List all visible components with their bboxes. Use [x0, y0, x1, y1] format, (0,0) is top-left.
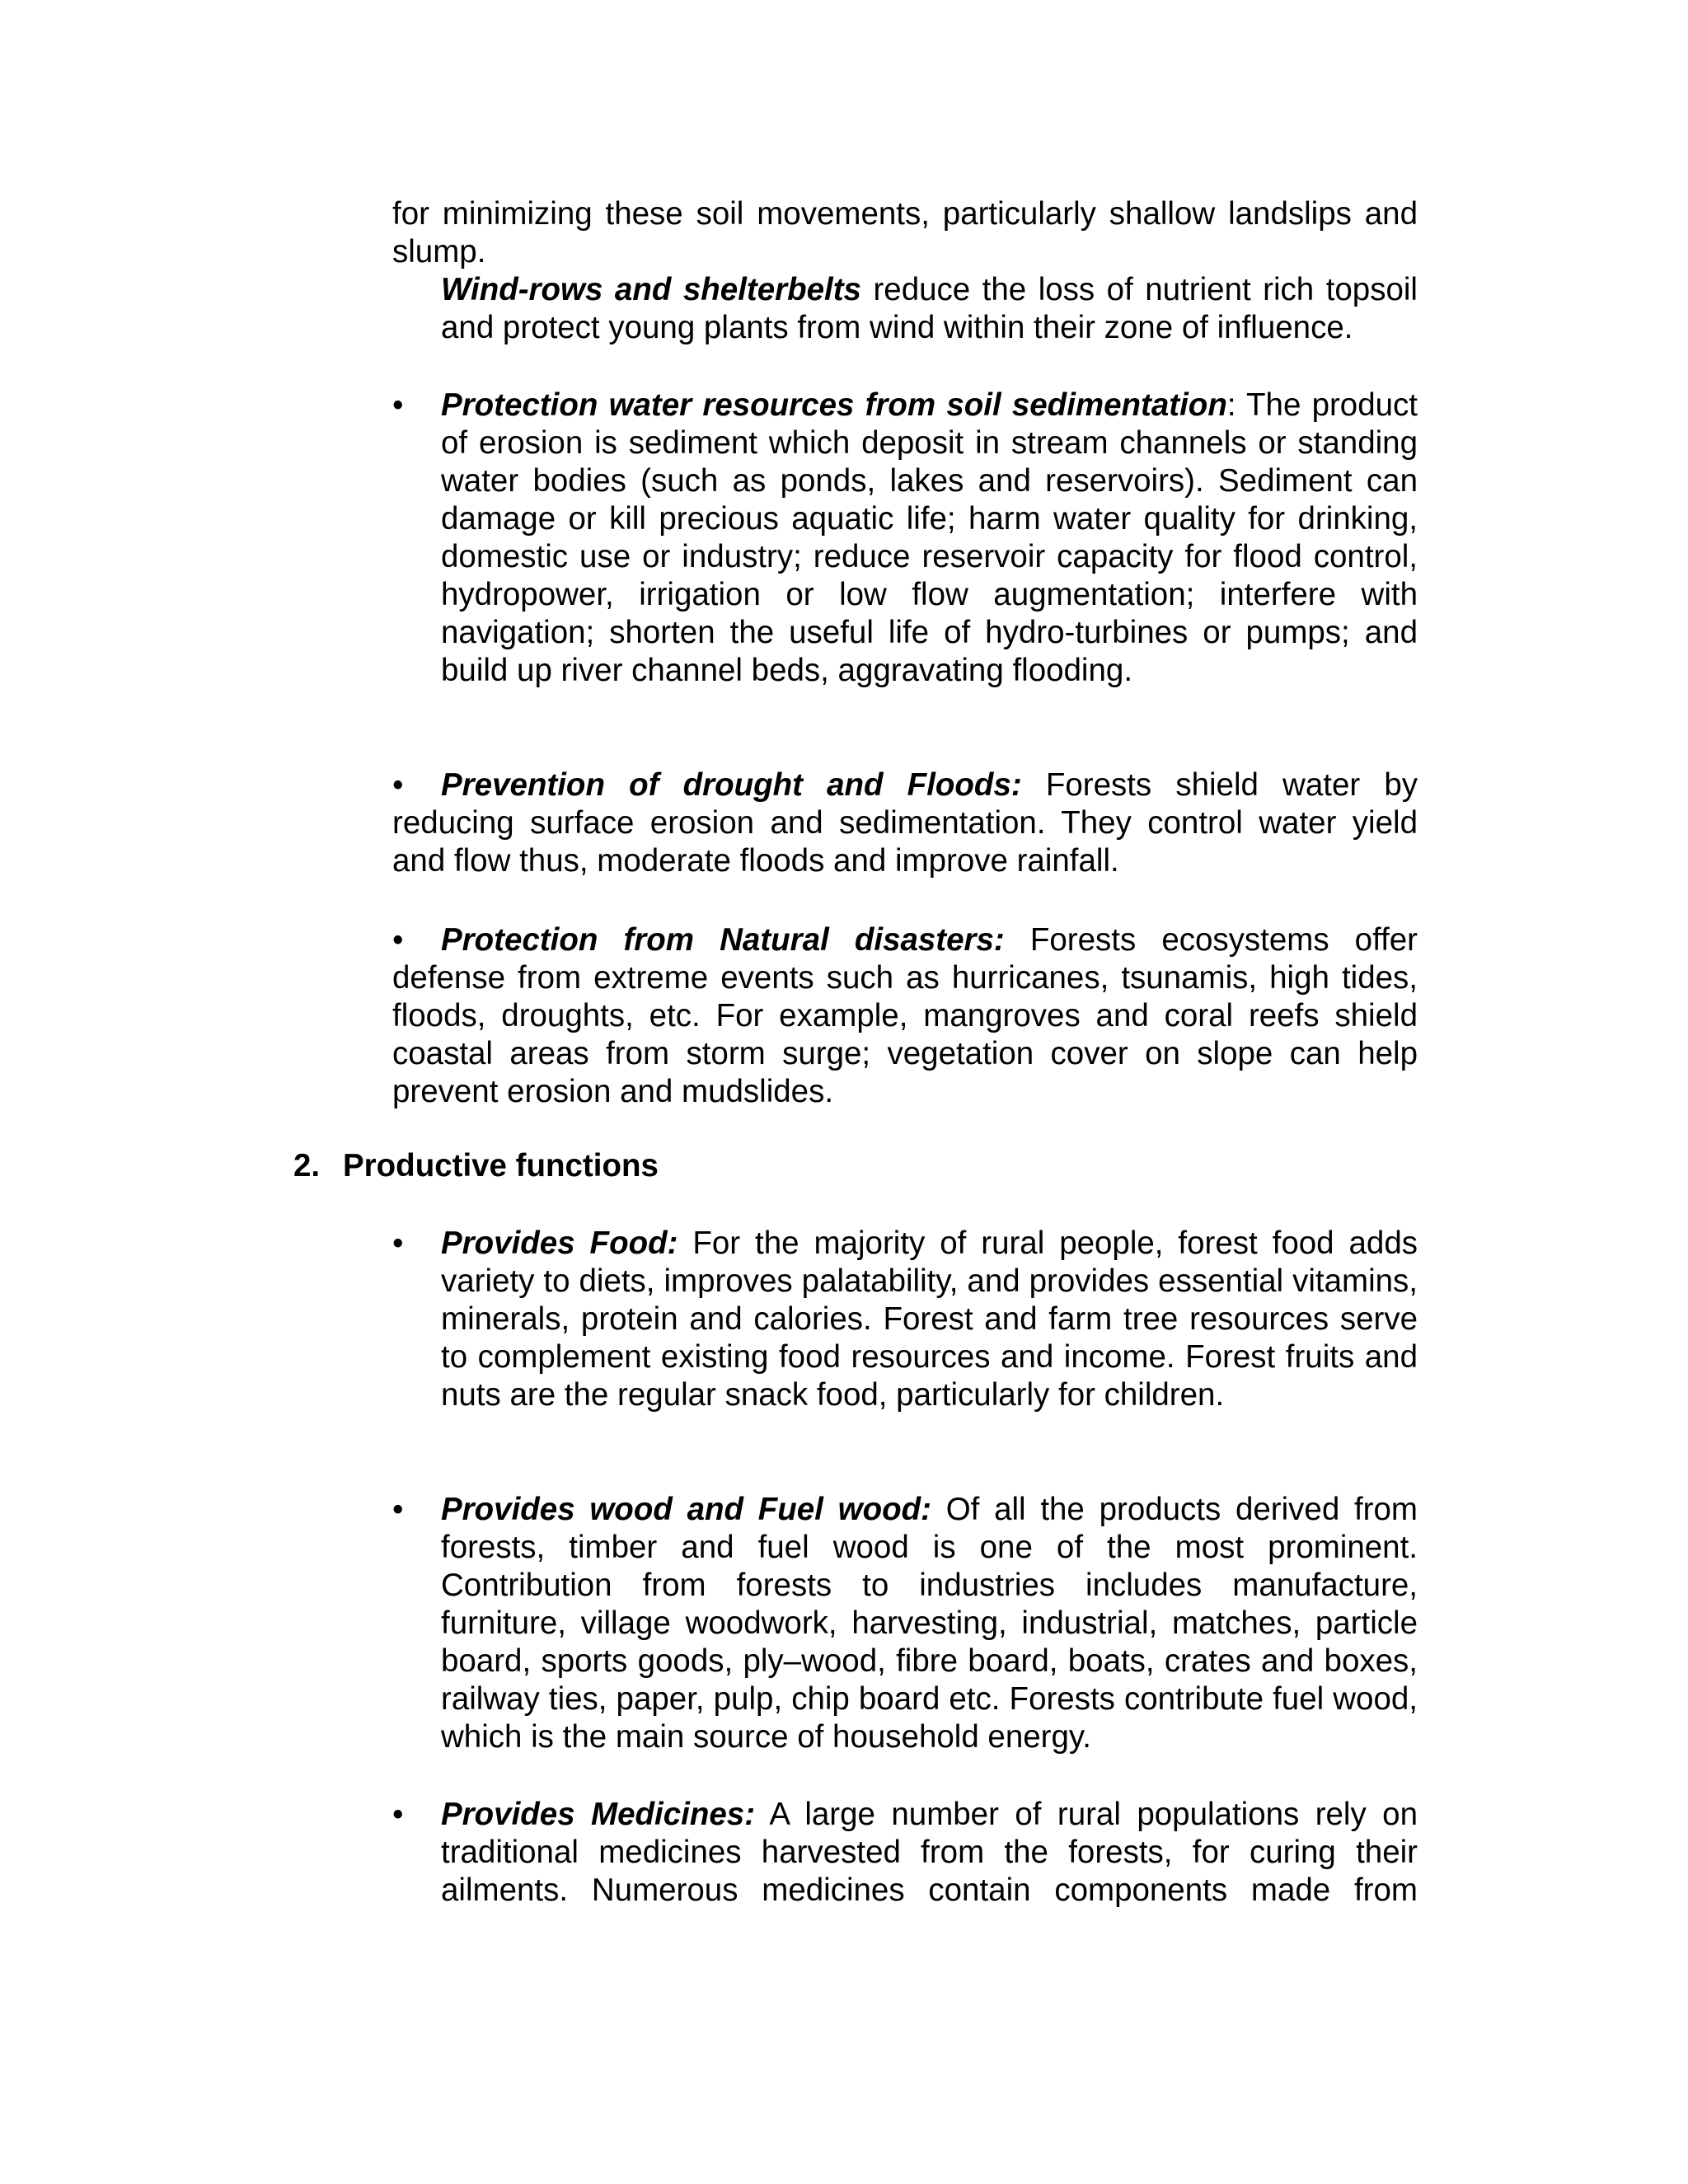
- bullet-icon: •: [392, 1226, 404, 1261]
- bullet-title: Provides Food:: [441, 1226, 678, 1261]
- bullet-title: Protection water resources from soil sedimentation: [441, 387, 1227, 423]
- bullet-provides-wood: [441, 1491, 1418, 1756]
- bullet-title: Protection from Natural disasters:: [441, 922, 1005, 958]
- bullet-text: For the majority of rural people, forest food adds variety to diets, improves palatability, and provides essential vitamins, minerals, protein and calories. Forest and farm tree resources serve to complement existing food resources and income. Forest fruits and nuts are the regular snack food, particularly for children.: [441, 1226, 1418, 1413]
- bullet-title: Provides Medicines:: [441, 1797, 756, 1832]
- bullet-text: Forests ecosystems offer defense from extreme events such as hurricanes, tsunamis, high tides, floods, droughts, etc. For example, mangroves and coral reefs shield coastal areas from storm surge; vegetation cover on slope can help prevent erosion and mudslides.: [392, 922, 1418, 1109]
- bullet-title: Provides wood and Fuel wood:: [441, 1492, 931, 1527]
- bullet-icon: •: [392, 922, 404, 958]
- intro-text: for minimizing these soil movements, particularly shallow landslips and slump.: [392, 196, 1418, 269]
- bullet-text: Of all the products derived from forests, timber and fuel wood is one of the most prominent. Contribution from forests to industries includes manufacture, furniture, village woodwork, harvesting, industrial, matches, particle board, sports goods, ply–wood, fibre board, boats, crates and boxes, railway ties, paper, pulp, chip board etc. Forests contribute fuel wood, which is the main source of household energy.: [441, 1492, 1418, 1755]
- bullet-natural-disasters: [392, 921, 1418, 1111]
- windrows-title: Wind-rows and shelterbelts: [441, 272, 861, 307]
- section-heading-productive: [293, 1147, 659, 1185]
- bullet-text: A large number of rural populations rely on traditional medicines harvested from the forests, for curing their ailments. Numerous medicines contain components made from: [441, 1797, 1418, 1908]
- bullet-icon: •: [392, 1492, 404, 1527]
- bullet-text: Forests shield water by reducing surface erosion and sedimentation. They control water yield and flow thus, moderate floods and improve rainfall.: [392, 767, 1418, 879]
- bullet-text: : The product of erosion is sediment which deposit in stream channels or standing water bodies (such as ponds, lakes and reservoirs). Sediment can damage or kill precious aquatic life; harm water quality for drinking, domestic use or industry; reduce reservoir capacity for flood control, hydropower, irrigation or low flow augmentation; interfere with navigation; shorten the useful life of hydro-turbines or pumps; and build up river channel beds, aggravating flooding.: [441, 387, 1418, 688]
- bullet-title: Prevention of drought and Floods:: [441, 767, 1022, 803]
- windrows-paragraph: [441, 271, 1418, 347]
- section-title: Productive functions: [343, 1148, 659, 1183]
- bullet-drought-floods: [392, 766, 1418, 880]
- intro-paragraph: [392, 195, 1418, 271]
- bullet-icon: •: [392, 387, 404, 423]
- bullet-icon: •: [392, 1797, 404, 1832]
- bullet-water-resources: [441, 387, 1418, 690]
- bullet-icon: •: [392, 767, 404, 803]
- windrows-text: reduce the loss of nutrient rich topsoil and protect young plants from wind within their zone of influence.: [441, 272, 1418, 345]
- bullet-provides-food: [441, 1225, 1418, 1414]
- section-number: 2.: [293, 1148, 321, 1183]
- bullet-provides-medicines: [441, 1796, 1418, 1910]
